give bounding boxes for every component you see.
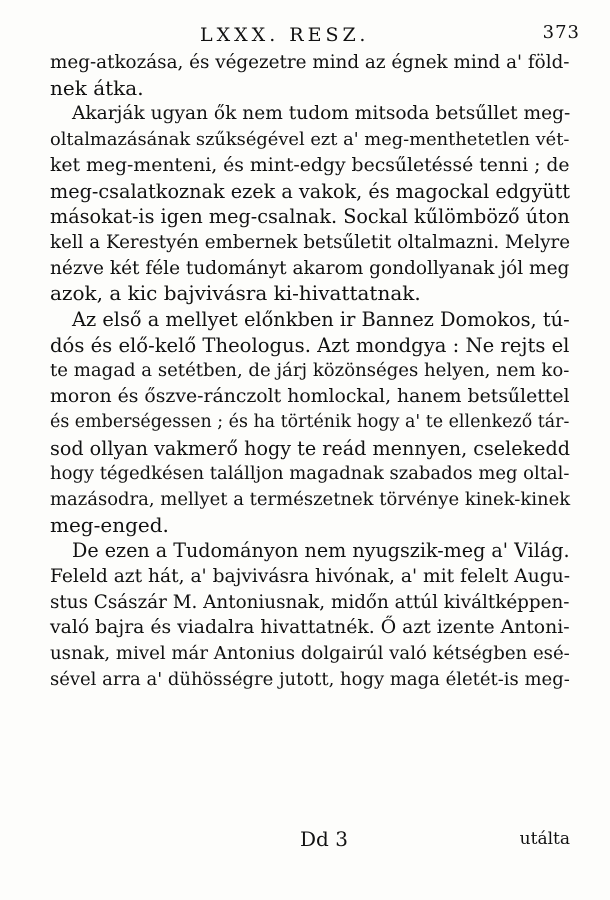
text-line: másokat-is igen meg-csalnak. Sockal kűlömböző úton xyxy=(50,205,570,229)
text-line: és emberségessen ; és ha történik hogy a' te ellenkező tár- xyxy=(50,411,570,432)
page-footer xyxy=(50,827,570,857)
text-line: Akarják ugyan ők nem tudom mitsoda betsűllet meg- xyxy=(72,103,571,125)
page-number: 373 xyxy=(542,22,580,43)
text-line: Feleld azt hát, a' bajvivásra hivónak, a' mit felelt Augu- xyxy=(50,566,570,588)
text-line: nézve két féle tudományt akarom gondollyanak jól meg xyxy=(50,257,570,279)
running-title: LXXX. RESZ. xyxy=(200,24,370,46)
text-line: meg-enged. xyxy=(50,512,169,537)
text-line: sével arra a' dühösségre jutott, hogy maga életét-is meg- xyxy=(50,668,570,690)
text-line: te magad a setétben, de járj közönséges helyen, nem ko- xyxy=(50,360,570,382)
body-text xyxy=(50,50,570,693)
text-line: kell a Kerestyén embernek betsűletit oltalmazni. Melyre xyxy=(50,231,571,253)
text-line: mazásodra, mellyet a természetnek törvénye kinek-kinek xyxy=(50,488,571,510)
text-line: Az első a mellyet előnkben ir Bannez Domokos, tú- xyxy=(72,308,570,332)
text-line: hogy tégedkésen találljon magadnak szabados meg oltal- xyxy=(50,463,570,485)
text-line: való bajra és viadalra hivattatnék. Ő azt izente Antoni- xyxy=(50,617,570,639)
text-line: nek átka. xyxy=(50,75,144,100)
signature-mark: Dd 3 xyxy=(300,827,348,851)
catchword: utálta xyxy=(519,829,570,849)
text-line: dós és elő-kelő Theologus. Azt mondgya : Ne rejts el xyxy=(50,333,570,357)
text-line: sod ollyan vakmerő hogy te reád mennyen, cselekedd xyxy=(50,436,570,460)
page-header xyxy=(60,22,580,52)
text-line: usnak, mivel már Antonius dolgairúl való kétségben esé- xyxy=(50,643,570,665)
text-line: stus Császár M. Antoniusnak, midőn attúl kiváltképpen- xyxy=(50,591,570,613)
text-line: De ezen a Tudományon nem nyugszik-meg a' Világ. xyxy=(72,539,570,563)
text-line: meg-csalatkoznak ezek a vakok, és magockal edgyütt xyxy=(50,179,571,203)
text-line: ket meg-menteni, és mint-edgy becsűletéssé tenni ; de xyxy=(50,154,570,176)
text-line: moron és őszve-ránczolt homlockal, hanem betsűlettel xyxy=(50,386,570,408)
text-line: meg-atkozása, és végezetre mind az égnek mind a' föld- xyxy=(50,52,570,73)
text-line: azok, a kic bajvivásra ki-hivattatnak. xyxy=(50,281,421,306)
text-line: oltalmazásának szűkségével ezt a' meg-menthetetlen vét- xyxy=(50,129,570,151)
